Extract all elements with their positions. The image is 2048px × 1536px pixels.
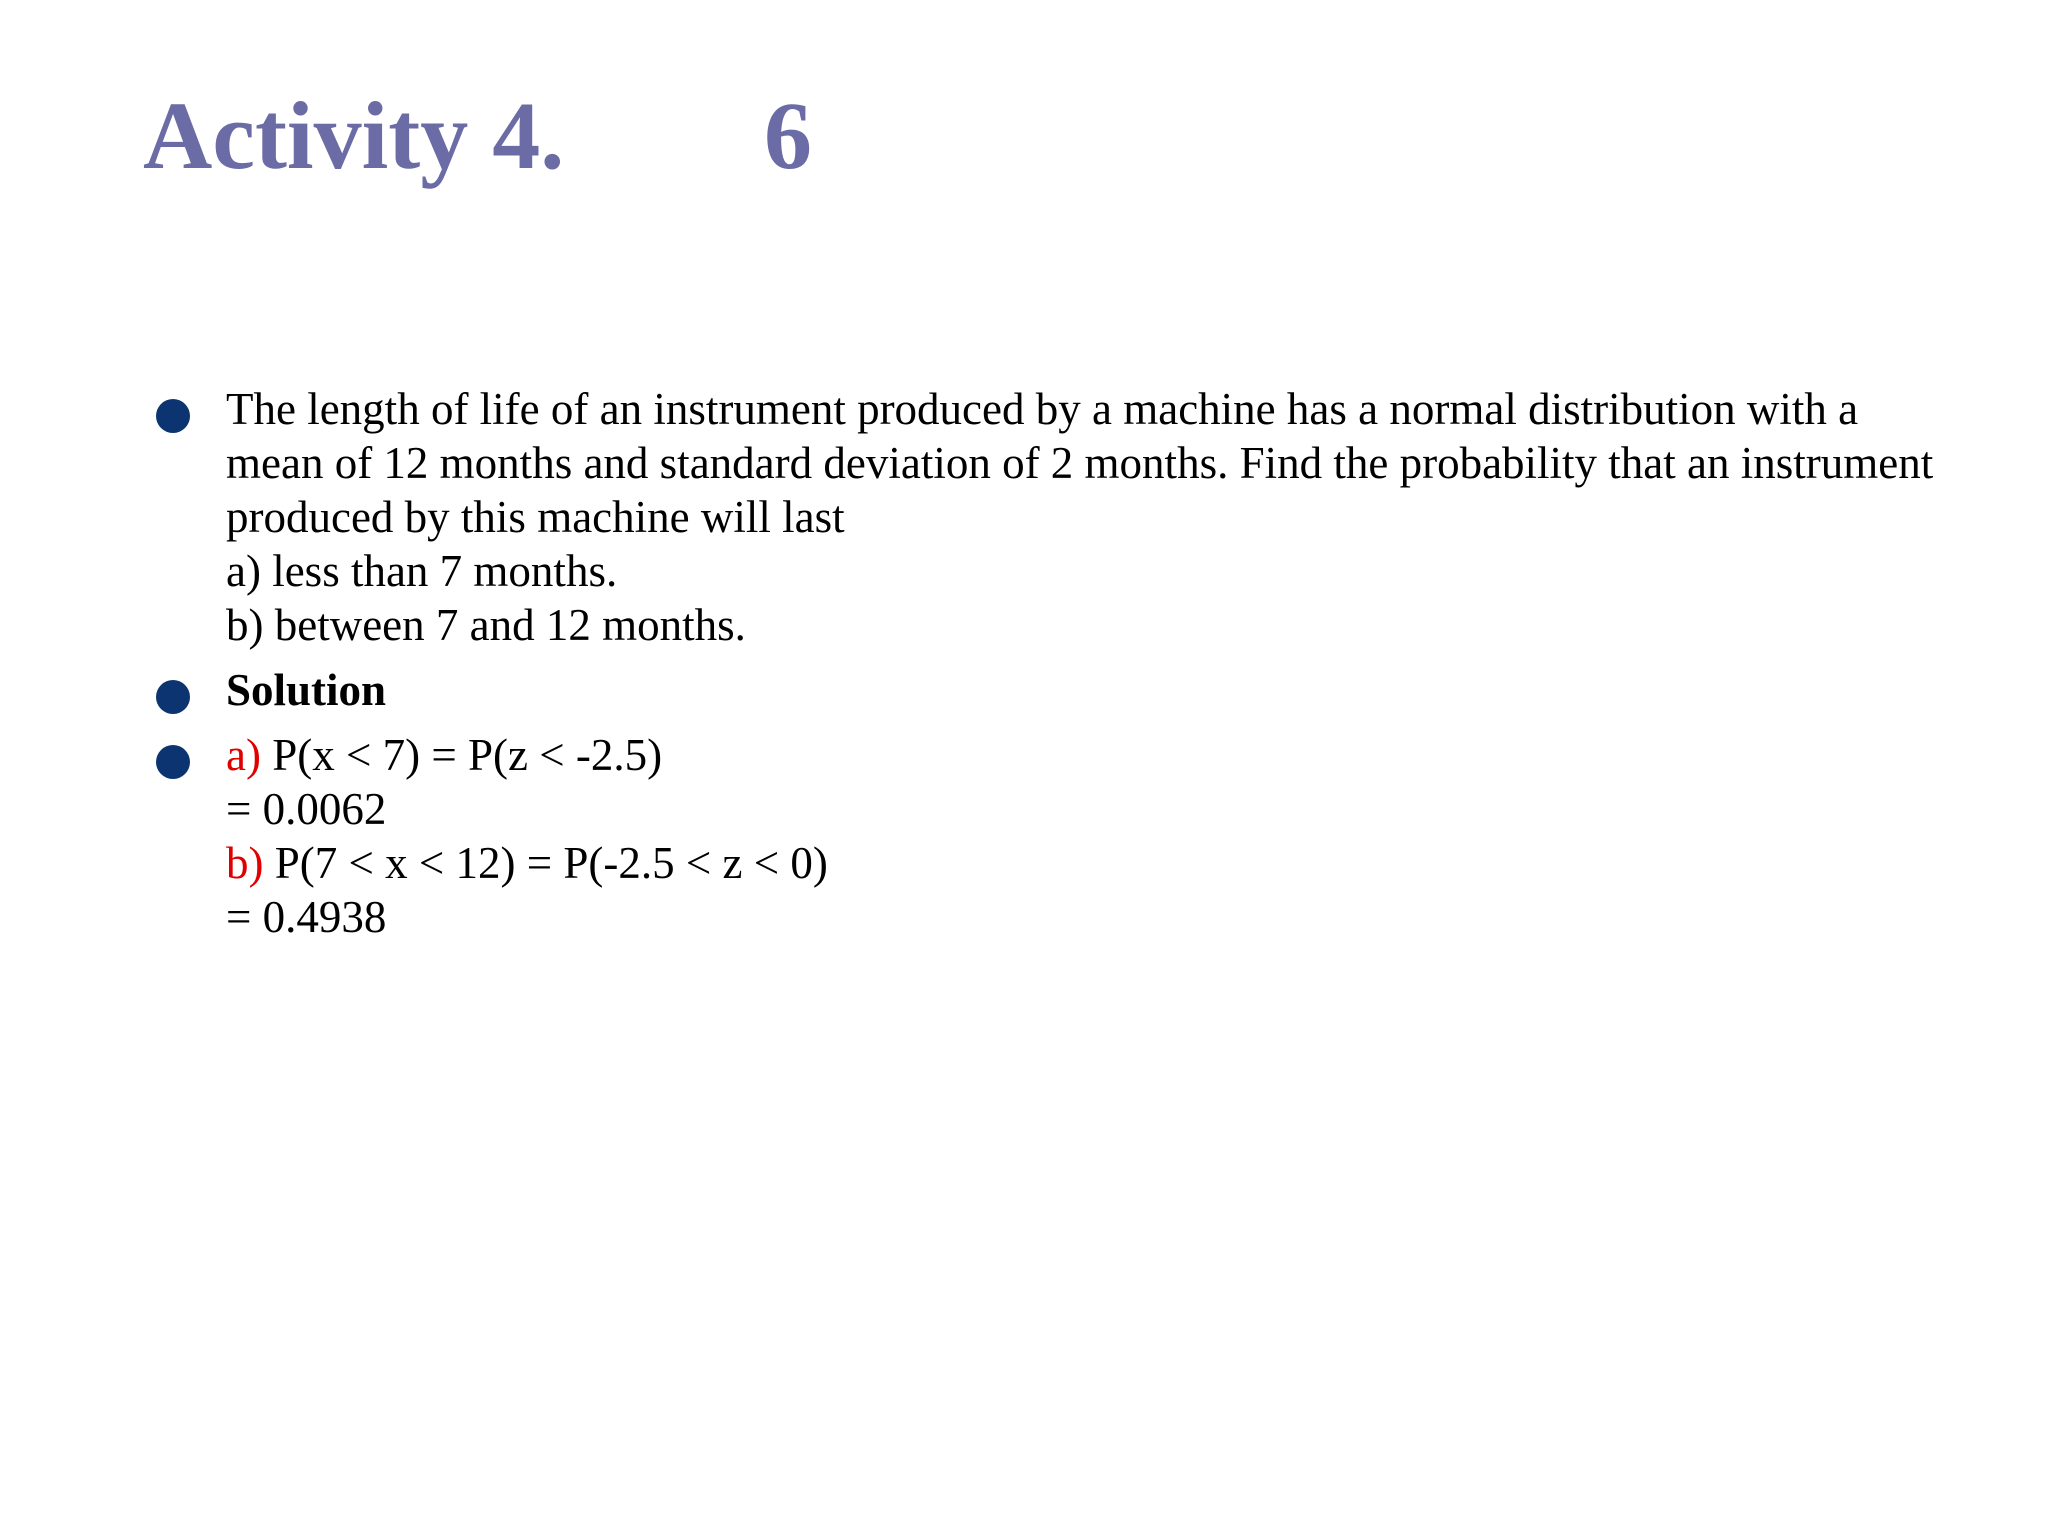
- bullet-icon: [156, 680, 190, 714]
- problem-line: a) less than 7 months.: [226, 546, 618, 596]
- bullet-icon: [156, 399, 190, 433]
- part-b-label: b): [226, 838, 264, 888]
- part-a-expression: P(x < 7) = P(z < -2.5): [260, 730, 663, 780]
- part-a-result: = 0.0062: [226, 784, 387, 834]
- part-a-label: a): [226, 730, 261, 780]
- bullet-icon: [156, 745, 190, 779]
- solution-body: [226, 728, 1986, 944]
- problem-line: mean of 12 months and standard deviation of 2 months. Find the probability that an instrument: [226, 438, 1934, 488]
- problem-line: The length of life of an instrument produced by a machine has a normal distribution with a: [226, 384, 1859, 434]
- problem-statement: [226, 382, 1986, 652]
- part-b-expression: P(7 < x < 12) = P(-2.5 < z < 0): [263, 838, 828, 888]
- solution-heading: Solution: [226, 665, 387, 715]
- slide-title: Activity 4.: [143, 82, 565, 189]
- solution-part-a: [226, 728, 1986, 782]
- problem-line: b) between 7 and 12 months.: [226, 600, 746, 650]
- solution-part-b: [226, 836, 1986, 890]
- part-b-result: = 0.4938: [226, 892, 387, 942]
- slide-title-number: 6: [764, 82, 812, 189]
- problem-line: produced by this machine will last: [226, 492, 845, 542]
